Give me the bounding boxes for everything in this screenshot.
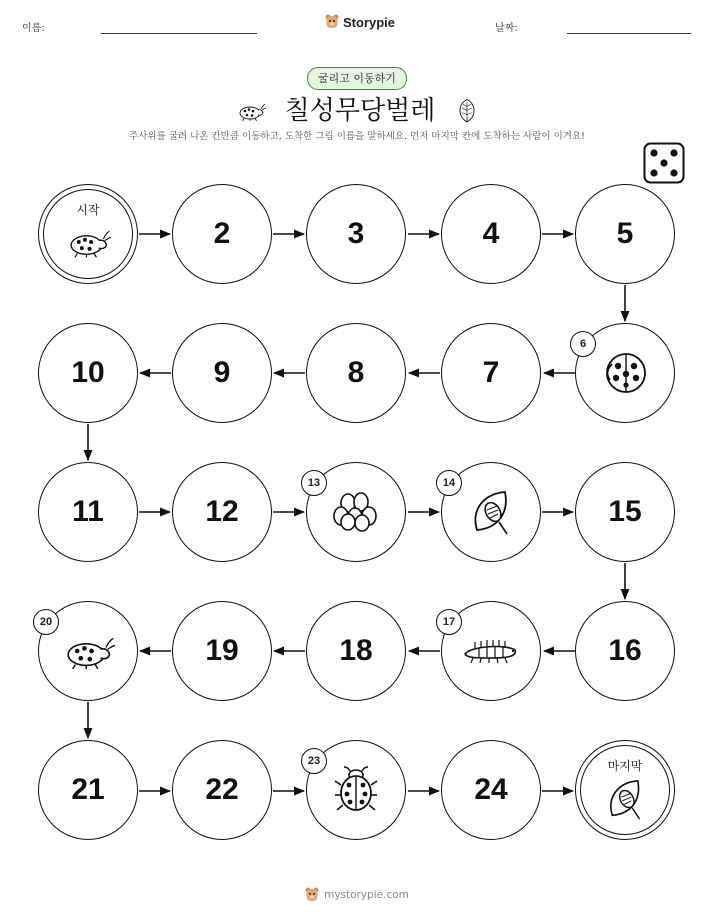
- board-cell-19[interactable]: [172, 601, 272, 701]
- board-cell-17[interactable]: [441, 601, 541, 701]
- cell-number-badge: 20: [33, 609, 59, 635]
- board-cell-24[interactable]: [441, 740, 541, 840]
- eggs-icon: [331, 491, 381, 533]
- finish-cell[interactable]: [575, 740, 675, 840]
- brand-name: Storypie: [343, 14, 396, 30]
- board-cell-18[interactable]: [306, 601, 406, 701]
- date-label: 날짜:: [495, 23, 518, 34]
- cell-number-badge: 17: [436, 609, 462, 635]
- cell-number: 24: [474, 773, 508, 806]
- board-cell-2[interactable]: [172, 184, 272, 284]
- cell-number-badge: 23: [301, 748, 327, 774]
- ladybug-side-icon: [61, 633, 115, 669]
- activity-tag: 굴리고 이동하기: [307, 67, 407, 90]
- ladybug-side-icon: [65, 226, 111, 258]
- board-cell-12[interactable]: [172, 462, 272, 562]
- title-text: 칠성무당벌레: [284, 96, 436, 126]
- leaf-with-pupa-icon: [469, 488, 513, 536]
- footer-site-link[interactable]: mystorypie.com: [324, 889, 409, 901]
- cell-number: 22: [205, 773, 239, 806]
- cell-number: 5: [616, 217, 634, 250]
- board-cell-13[interactable]: [306, 462, 406, 562]
- board-cell-15[interactable]: [575, 462, 675, 562]
- board-cell-10[interactable]: [38, 323, 138, 423]
- board-cell-7[interactable]: [441, 323, 541, 423]
- cell-number: 21: [71, 773, 105, 806]
- cell-number: 3: [347, 217, 365, 250]
- cell-number: 2: [213, 217, 231, 250]
- larva-icon: [461, 638, 521, 664]
- cell-number: 8: [347, 356, 365, 389]
- board-cell-9[interactable]: [172, 323, 272, 423]
- footer: [0, 887, 714, 903]
- cell-number: 4: [482, 217, 500, 250]
- board-cell-6[interactable]: [575, 323, 675, 423]
- board-cell-20[interactable]: [38, 601, 138, 701]
- cell-number: 15: [608, 495, 642, 528]
- start-cell[interactable]: [38, 184, 138, 284]
- finish-label: 마지막: [607, 759, 643, 773]
- start-label: 시작: [76, 203, 100, 217]
- cell-number: 16: [608, 634, 642, 667]
- cell-number: 9: [213, 356, 231, 389]
- cell-number-badge: 13: [301, 470, 327, 496]
- cell-number: 11: [72, 495, 104, 528]
- board-cell-23[interactable]: [306, 740, 406, 840]
- cell-number: 10: [71, 356, 105, 389]
- board-cell-14[interactable]: [441, 462, 541, 562]
- cell-number-badge: 6: [570, 331, 596, 357]
- ladybug-top-icon: [333, 765, 379, 815]
- name-label: 이름:: [22, 23, 45, 34]
- ladybug-spots-icon: [602, 350, 648, 396]
- board-cell-22[interactable]: [172, 740, 272, 840]
- bear-logo-icon: [305, 887, 319, 903]
- cell-number: 7: [482, 356, 500, 389]
- cell-number: 18: [339, 634, 373, 667]
- instructions: 주사위를 굴려 나온 칸만큼 이동하고, 도착한 그림 이름을 말하세요. 먼저 마지막 칸에 도착하는 사람이 이겨요!: [129, 131, 585, 142]
- leaf-with-pupa-icon: [605, 775, 645, 823]
- board-cell-3[interactable]: [306, 184, 406, 284]
- cell-number: 12: [205, 495, 239, 528]
- board-cell-4[interactable]: [441, 184, 541, 284]
- cell-number-badge: 14: [436, 470, 462, 496]
- board-cell-21[interactable]: [38, 740, 138, 840]
- cell-number: 19: [205, 634, 239, 667]
- board-cell-11[interactable]: [38, 462, 138, 562]
- board-cell-8[interactable]: [306, 323, 406, 423]
- board-cell-5[interactable]: [575, 184, 675, 284]
- board-cell-16[interactable]: [575, 601, 675, 701]
